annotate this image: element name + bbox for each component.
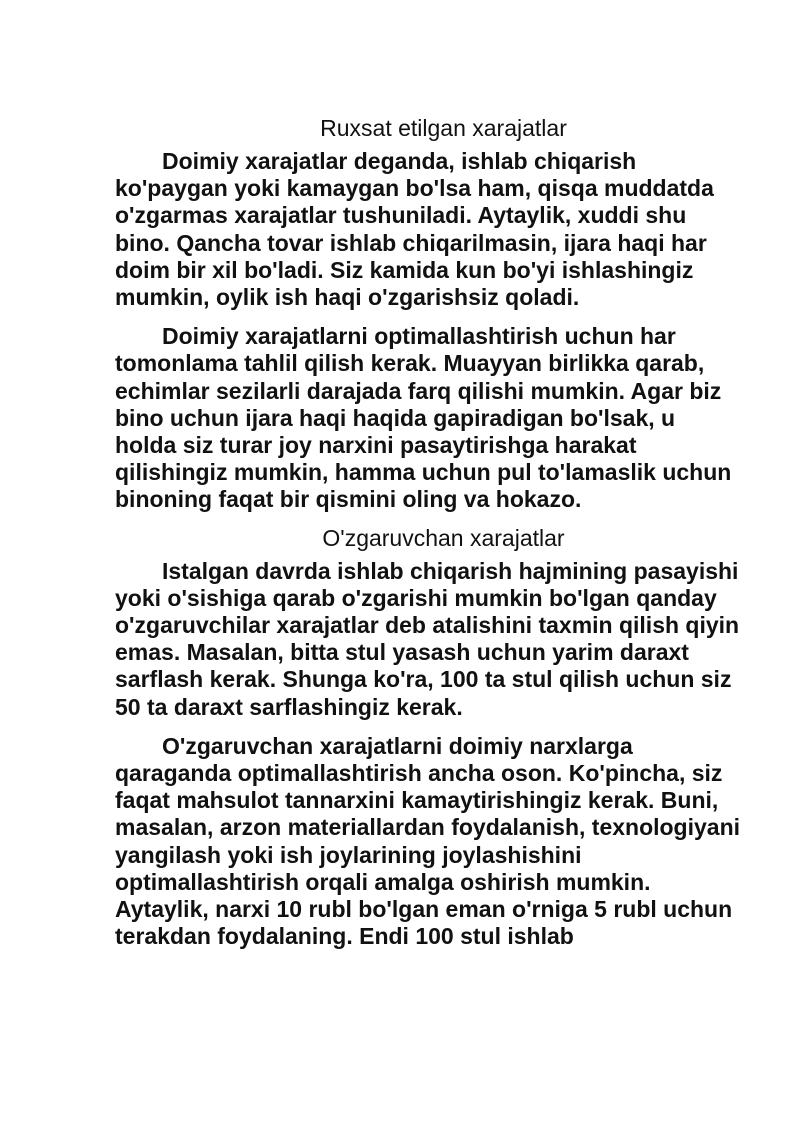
paragraph-1: Doimiy xarajatlar deganda, ishlab chiqarish ko'paygan yoki kamaygan bo'lsa ham, qisqa muddatda o'zgarmas xarajatlar tushuniladi. Aytaylik, xuddi shu bino. Qancha tovar ishlab chiqarilmasin, ijara haqi har doim bir xil bo'ladi. Siz kamida kun bo'yi ishlashingiz mumkin, oylik ish haqi o'zgarishsiz qoladi. bbox=[115, 148, 714, 311]
section-heading-variable-costs: O'zgaruvchan xarajatlar bbox=[322, 524, 565, 551]
paragraph-2: Doimiy xarajatlarni optimallashtirish uchun har tomonlama tahlil qilish kerak. Muayyan birlikka qarab, echimlar sezilarli darajada farq qilishi mumkin. Agar biz bino uchun ijara haqi haqida gapiradigan bo'lsak, u holda siz turar joy narxini pasaytirishga harakat qilishingiz mumkin, hamma uchun pul to'lamaslik uchun binoning faqat bir qismini oling va hokazo. bbox=[115, 323, 732, 513]
paragraph-4: O'zgaruvchan xarajatlarni doimiy narxlarga qaraganda optimallashtirish ancha oson. Ko'pincha, siz faqat mahsulot tannarxini kamaytirishingiz kerak. Buni, masalan, arzon materiallardan foydalanish, texnologiyani yangilash yoki ish joylarining joylashishini optimallashtirish orqali amalga oshirish mumkin. Aytaylik, narxi 10 rubl bo'lgan eman o'rniga 5 rubl uchun terakdan foydalaning. Endi 100 stul ishlab bbox=[115, 732, 741, 950]
paragraph-3: Istalgan davrda ishlab chiqarish hajmining pasayishi yoki o'sishiga qarab o'zgarishi mumkin bo'lgan qanday o'zgaruvchilar xarajatlar deb atalishini taxmin qilish qiyin emas. Masalan, bitta stul yasash uchun yarim daraxt sarflash kerak. Shunga ko'ra, 100 ta stul qilish uchun siz 50 ta daraxt sarflashingiz kerak. bbox=[115, 557, 740, 720]
section-heading-fixed-costs: Ruxsat etilgan xarajatlar bbox=[320, 115, 567, 141]
